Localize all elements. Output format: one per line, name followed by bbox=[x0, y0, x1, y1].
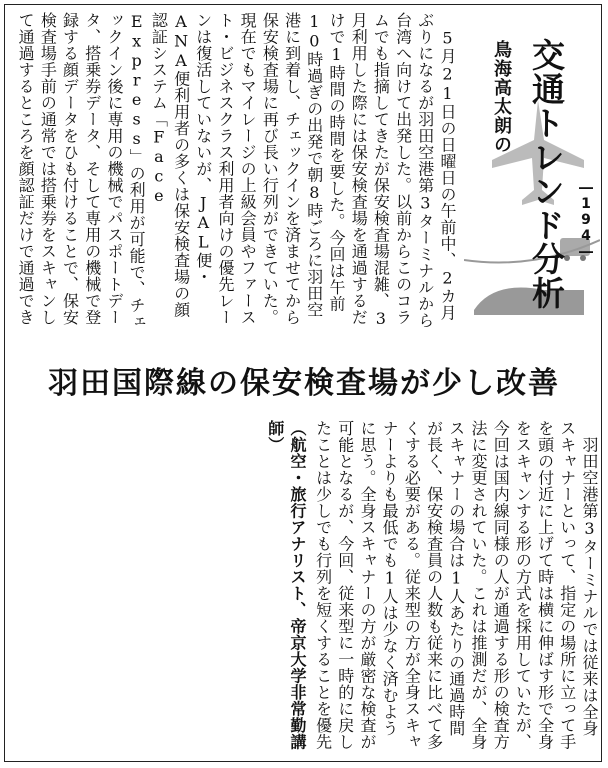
signature-column bbox=[12, 420, 308, 750]
headline: 羽田国際線の保安検査場が少し改善 bbox=[48, 366, 560, 401]
article-body-top: 5月21日の日曜日の午前中、2カ月ぶりになるが羽田空港第3ターミナルから台湾へ向けて出発した。以前からこのコラムでも指摘してきたが保安検査場混雑、3月利用した際には保安検査場を通過するだけで1時間の時間を要した。今回は午前10時過ぎの出発で朝8時ごろに羽田空港に到着し、チェックインを済ませてから保安検査場に再び長い行列ができていた。現在でもマイレージの上級会員やファースト・ビジネスクラス利用者向けの優先レーンは復活していないが、JAL便・ANA便利用者の多くは保安検査場の顔認証システム「Face Express」の利用が可能で、チェックイン後に専用の機械でパスポートデータ、搭乗券データ、そして専用の機械で登録する顔データをひも付けることで、保安検査場手前の通常では搭乗券をスキャンして通過するところを顔認証だけで通過でき bbox=[16, 12, 457, 330]
article-body-bottom: 羽田空港第3ターミナルでは従来は全身スキャナーといって、指定の場所に立って手を頭の付近に上げて時は横に伸ばす形で全身をスキャンする形の方式を採用していたが、今回は国内線同様の人が通過する形の検査方法に変更されていた。これは推測だが、全身スキャナーの場合は1人あたりの通過時間が長く、保安検査員の人数も従来に比べて多くする必要がある。従来型の方が全身スキャナーよりも最低でも1人は少なく済むように思う。全身スキャナーの方が厳密な検査が可能となるが、今回、従来型に一時的に戻したことは少しでも行列を短くすることを優先 bbox=[313, 420, 599, 750]
author-signature: （航空・旅行アナリスト、帝京大学非常勤講師） bbox=[265, 420, 307, 750]
column-author: 鳥海高太朗の bbox=[491, 40, 512, 154]
column-title: 交通トレンド分析 bbox=[527, 38, 566, 310]
column-number: ―194― bbox=[578, 180, 594, 260]
column-title-box bbox=[464, 10, 600, 340]
